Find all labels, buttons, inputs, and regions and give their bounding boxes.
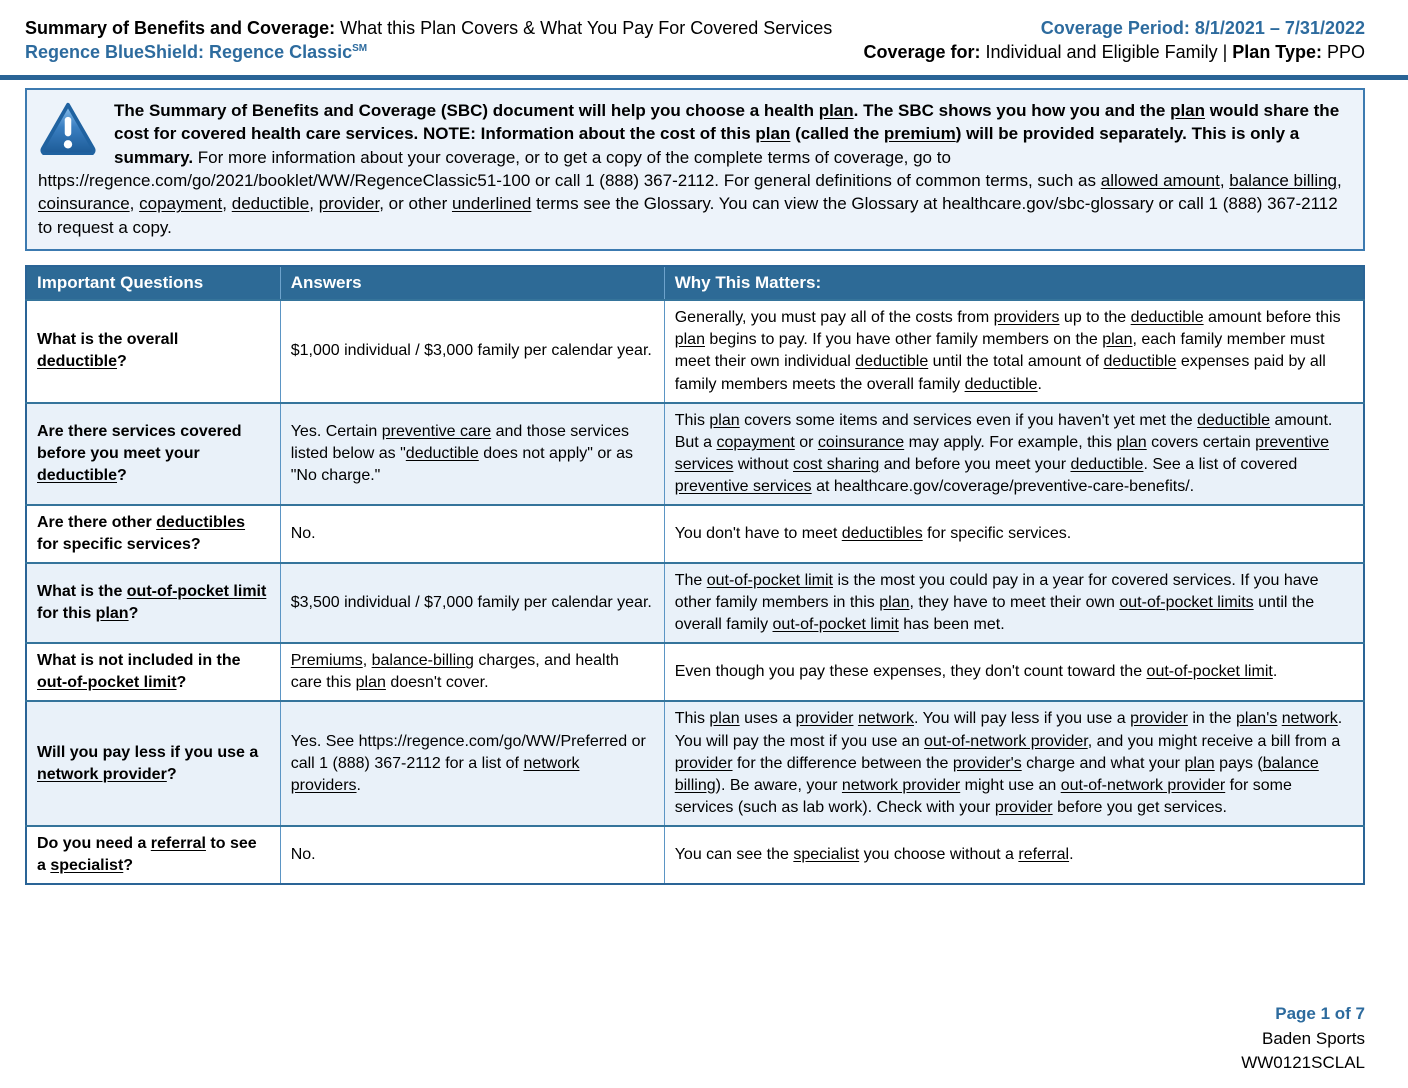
question-cell: Are there other deductibles for specific services?: [26, 505, 280, 563]
coverage-for-line: [863, 40, 1365, 64]
document-header: [25, 16, 1365, 65]
plan-type-value: PPO: [1321, 42, 1365, 63]
alert-text: The Summary of Benefits and Coverage (SBC) document will help you choose a health plan. The SBC shows you how you and the plan would share the cost for covered health care services. NOTE: Information about the cost of this plan (called the premium) will be provided separately. This is only a summary. For more information about your coverage, or to get a copy of the complete terms of coverage, go to https://regence.com/go/2021/booklet/WW/RegenceClassic51-100 or call 1 (888) 367-2112. For general definitions of common terms, such as allowed amount, balance billing, coinsurance, copayment, deductible, provider, or other underlined terms see the Glossary. You can view the Glossary at healthcare.gov/sbc-glossary or call 1 (888) 367-2112 to request a copy.: [38, 100, 1342, 237]
footer-form-code: WW0121SCLAL: [1241, 1053, 1365, 1073]
question-cell: What is the overall deductible?: [26, 300, 280, 402]
title-bold: Summary of Benefits and Coverage:: [25, 18, 336, 38]
why-cell: Generally, you must pay all of the costs from providers up to the deductible amount before this plan begins to pay. If you have other family members on the plan, each family member must meet their own individual deductible until the total amount of deductible expenses paid by all family members meets the overall family deductible.: [664, 300, 1364, 402]
answer-cell: No.: [280, 505, 664, 563]
coverage-for-value: Individual and Eligible Family |: [980, 42, 1233, 63]
summary-alert-box: [25, 88, 1365, 252]
header-divider: [0, 75, 1408, 80]
why-cell: You can see the specialist you choose without a referral.: [664, 826, 1364, 884]
question-cell: What is not included in the out-of-pocket limit?: [26, 643, 280, 701]
coverage-period: Coverage Period: 8/1/2021 – 7/31/2022: [1040, 18, 1365, 38]
document-title: [25, 16, 832, 40]
question-cell: Do you need a referral to see a specialist?: [26, 826, 280, 884]
service-mark: SM: [352, 43, 368, 55]
header-right: [863, 16, 1365, 65]
table-row: [26, 563, 1364, 643]
col-header-why-this-matters: Why This Matters:: [664, 266, 1364, 300]
footer-client-name: Baden Sports: [1261, 1028, 1365, 1048]
why-cell: The out-of-pocket limit is the most you could pay in a year for covered services. If you have other family members in this plan, they have to meet their own out-of-pocket limits until the overall family out-of-pocket limit has been met.: [664, 563, 1364, 643]
answer-cell: Premiums, balance-billing charges, and health care this plan doesn't cover.: [280, 643, 664, 701]
warning-triangle-icon: [38, 101, 98, 161]
page-number: Page 1 of 7: [1275, 1004, 1365, 1024]
answer-cell: No.: [280, 826, 664, 884]
why-cell: You don't have to meet deductibles for specific services.: [664, 505, 1364, 563]
table-row: [26, 826, 1364, 884]
answer-cell: $1,000 individual / $3,000 family per calendar year.: [280, 300, 664, 402]
question-cell: Will you pay less if you use a network provider?: [26, 701, 280, 825]
table-row: [26, 643, 1364, 701]
table-row: [26, 505, 1364, 563]
col-header-important-questions: Important Questions: [26, 266, 280, 300]
question-cell: Are there services covered before you meet your deductible?: [26, 403, 280, 505]
coverage-for-label: Coverage for:: [863, 42, 981, 63]
table-header-row: [26, 266, 1364, 300]
table-row: [26, 300, 1364, 402]
why-cell: This plan uses a provider network. You will pay less if you use a provider in the plan's network. You will pay the most if you use an out-of-network provider, and you might receive a bill from a provider for the difference between the provider's charge and what your plan pays (balance billing). Be aware, your network provider might use an out-of-network provider for some services (such as lab work). Check with your provider before you get services.: [664, 701, 1364, 825]
page-footer: [1241, 1002, 1365, 1076]
table-row: [26, 403, 1364, 505]
plan-name: Regence BlueShield: Regence Classic℠: [25, 42, 368, 63]
why-cell: Even though you pay these expenses, they don't count toward the out-of-pocket limit.: [664, 643, 1364, 701]
answer-cell: $3,500 individual / $7,000 family per calendar year.: [280, 563, 664, 643]
why-cell: This plan covers some items and services even if you haven't yet met the deductible amount. But a copayment or coinsurance may apply. For example, this plan covers certain preventive services without cost sharing and before you meet your deductible. See a list of covered preventive services at healthcare.gov/coverage/preventive-care-benefits/.: [664, 403, 1364, 505]
header-left: [25, 16, 832, 65]
answer-cell: Yes. Certain preventive care and those services listed below as "deductible does not apply" or as "No charge.": [280, 403, 664, 505]
col-header-answers: Answers: [280, 266, 664, 300]
plan-type-label: Plan Type:: [1232, 42, 1322, 63]
answer-cell: Yes. See https://regence.com/go/WW/Preferred or call 1 (888) 367-2112 for a list of network providers.: [280, 701, 664, 825]
benefits-table: [25, 265, 1365, 885]
table-row: [26, 701, 1364, 825]
title-rest: What this Plan Covers & What You Pay For Covered Services: [335, 18, 833, 38]
question-cell: What is the out-of-pocket limit for this plan?: [26, 563, 280, 643]
